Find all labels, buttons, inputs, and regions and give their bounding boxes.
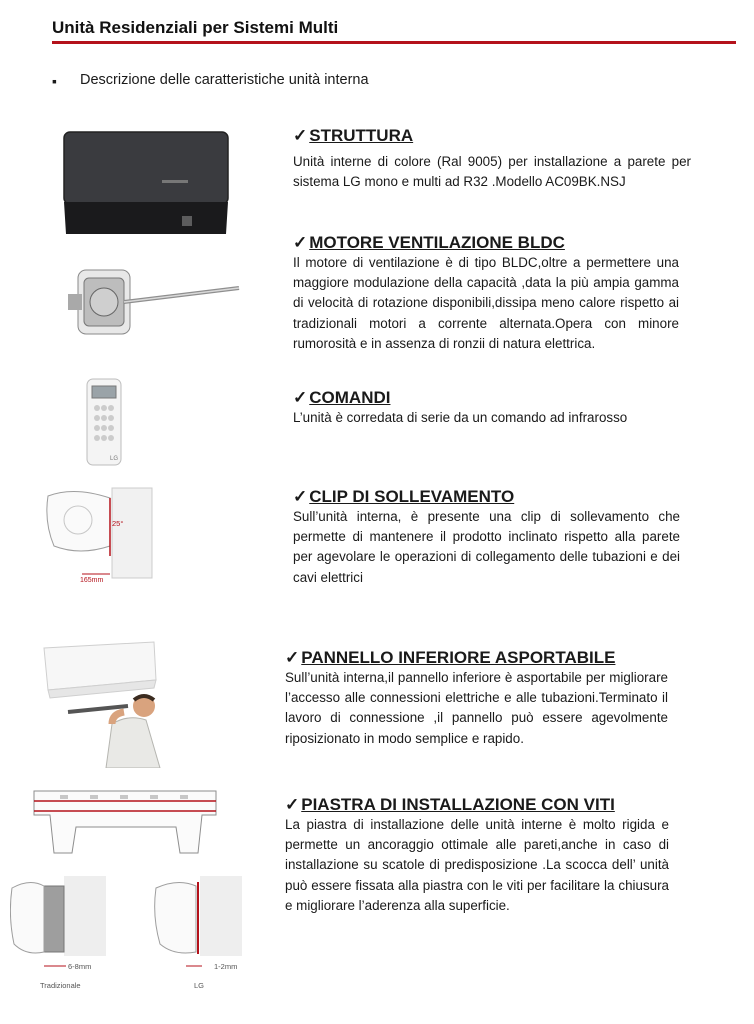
section-body: Sull’unità interna, è presente una clip di sollevamento che permette di mantenere il prodotto inclinato rispetto alla parete per agevolare le operazioni di collegamento delle tubazioni e dei cavi elettrici — [293, 509, 680, 585]
section-pannello — [285, 648, 668, 749]
section-struttura — [293, 126, 691, 192]
section-body: L’unità è corredata di serie da un comando ad infrarosso — [293, 410, 628, 425]
clip-angle-label: 25° — [112, 519, 124, 528]
section-piastra — [285, 795, 669, 916]
panel-removal-image — [42, 640, 166, 768]
intro-text: Descrizione delle caratteristiche unità interna — [80, 72, 369, 88]
section-title: CLIP DI SOLLEVAMENTO — [309, 487, 515, 506]
clip-distance-label: 165mm — [80, 577, 104, 584]
section-title: PANNELLO INFERIORE ASPORTABILE — [301, 648, 616, 667]
lg-gap-label: 1-2mm — [214, 962, 238, 971]
section-body: Sull’unità interna,il pannello inferiore è asportabile per migliorare l’accesso alle connessioni elettriche e alle tubazioni.Terminato il lavoro di connessione ,il pannello può essere agevolmente riposizionato in modo semplice e rapido. — [285, 670, 668, 746]
section-body: Il motore di ventilazione è di tipo BLDC,oltre a permettere una maggiore modulazione della capacità ,data la più ampia gamma di velocità di rotazione disponibili,dissipa meno calore rispetto ai tradizionali motori a corrente alternata.Opera con minore rumorosità e in assenza di ronzii di natura elettrica. — [293, 255, 679, 351]
lifting-clip-diagram — [40, 486, 156, 584]
section-motore — [293, 233, 679, 354]
page-title: Unità Residenziali per Sistemi Multi — [52, 18, 339, 37]
section-title: STRUTTURA — [309, 126, 414, 145]
section-title: MOTORE VENTILAZIONE BLDC — [309, 233, 565, 252]
check-icon: ✓ — [293, 126, 308, 145]
section-body: Unità interne di colore (Ral 9005) per installazione a parete per sistema LG mono e multi ad R32 .Modello AC09BK.NSJ — [293, 154, 691, 190]
bullet-square: ▪ — [52, 73, 57, 89]
section-title: PIASTRA DI INSTALLAZIONE CON VITI — [301, 795, 615, 814]
header-divider — [52, 41, 736, 44]
fan-motor-image — [64, 262, 242, 344]
traditional-gap-label: 6-8mm — [68, 962, 92, 971]
section-title: COMANDI — [309, 388, 391, 407]
section-clip — [293, 487, 680, 588]
indoor-unit-image — [62, 130, 232, 240]
mounting-comparison-diagram — [10, 872, 250, 992]
check-icon: ✓ — [285, 648, 300, 667]
traditional-label: Tradizionale — [40, 981, 81, 990]
check-icon: ✓ — [285, 795, 300, 814]
remote-control-image — [86, 378, 122, 466]
installation-plate-image — [30, 787, 220, 859]
section-body: La piastra di installazione delle unità interne è molto rigida e permette un ancoraggio ottimale alle pareti,anche in caso di installazione su scatole di predisposizione .La scocca dell’ unità può essere fissata alla piastra con le viti per facilitare la chiusura e migliorare l’aderenza alla superficie. — [285, 817, 669, 913]
section-comandi — [293, 388, 693, 428]
remote-brand-logo: LG — [110, 456, 119, 462]
lg-label: LG — [194, 981, 205, 990]
check-icon: ✓ — [293, 388, 308, 407]
check-icon: ✓ — [293, 487, 308, 506]
check-icon: ✓ — [293, 233, 308, 252]
